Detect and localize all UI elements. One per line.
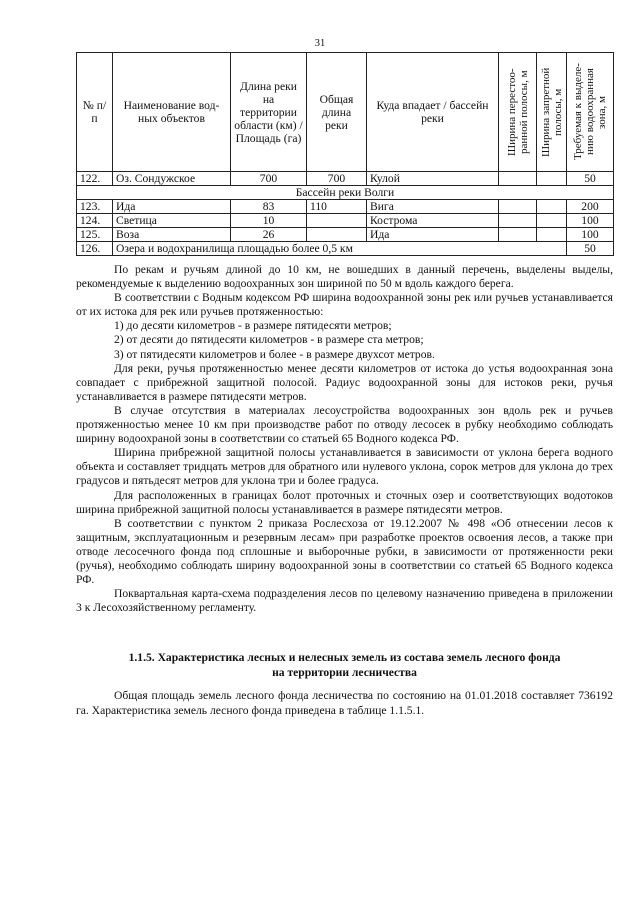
cell-total-length <box>307 214 367 228</box>
paragraph: По рекам и ручьям длиной до 10 км, не вошедших в данный перечень, выделены выделы, рекомендуемые к выделению водоохранных зон шириной по 50 м вдоль каждого берега. <box>76 263 613 291</box>
paragraph: В случае отсутствия в материалах лесоустройства водоохранных зон вдоль рек и ручьев протяженностью менее 10 км при производстве работ по отводу лесосек в рубку необходимо соблюдать ширину водоохраной зоны в соответствии со статьей 65 Водного кодекса РФ. <box>76 403 613 446</box>
cell-num: 126. <box>77 242 113 256</box>
table-row <box>77 242 614 256</box>
cell-buffer <box>499 228 537 242</box>
header-total-length: Общая длина реки <box>307 53 367 172</box>
body-text <box>76 263 613 615</box>
paragraph: В соответствии с пунктом 2 приказа Рослесхоза от 19.12.2007 № 498 «Об отнесении лесов к защитным, эксплуатационным и резервным лесам» при разработке проектов освоения лесов, а также при отводе лесосечного фонда под сплошные и выборочные рубки, в зависимости от протяженности реки (ручья), необходимо соблюдать ширину водоохранной зоны в соответствии со статьей 65 Водного кодекса РФ. <box>76 516 613 587</box>
cell-zone: 50 <box>567 172 614 186</box>
cell-name: Воза <box>113 228 231 242</box>
section-title-line2: на территории лесничества <box>272 666 417 679</box>
list-item: 2) от десяти до пятидесяти километров - в размере ста метров; <box>114 333 424 347</box>
paragraph: Поквартальная карта-схема подразделения лесов по целевому назначению приведена в приложении 3 к Лесохозяйственному регламенту. <box>76 587 613 615</box>
cell-length-area: 83 <box>231 200 307 214</box>
cell-name: Светица <box>113 214 231 228</box>
cell-num: 123. <box>77 200 113 214</box>
header-flows-into: Куда впадает / бассейн реки <box>367 53 499 172</box>
header-num: № п/п <box>77 53 113 172</box>
cell-zone: 50 <box>567 242 614 256</box>
header-protect-width: Ширина запретной полосы, м <box>537 53 567 172</box>
cell-flows-into: Ида <box>367 228 499 242</box>
cell-num: 122. <box>77 172 113 186</box>
table-header-row <box>77 53 614 172</box>
cell-name: Оз. Сондужское <box>113 172 231 186</box>
cell-total-length <box>307 228 367 242</box>
cell-flows-into: Кострома <box>367 214 499 228</box>
closing-text <box>76 688 613 718</box>
water-objects-table <box>76 52 614 256</box>
table-section-row <box>77 186 614 200</box>
header-length-area: Длина реки на территории области (км) / Площадь (га) <box>231 53 307 172</box>
header-required-zone: Требуемая к выделе-нию водоохранная зона, м <box>567 53 614 172</box>
paragraph: Общая площадь земель лесного фонда лесничества по состоянию на 01.01.2018 составляет 736192 га. Характеристика земель лесного фонда приведена в таблице 1.1.5.1. <box>76 689 613 717</box>
table-row <box>77 214 614 228</box>
list-item: 1) до десяти километров - в размере пятидесяти метров; <box>114 319 392 333</box>
cell-length-area: 10 <box>231 214 307 228</box>
page-number: 31 <box>314 38 326 49</box>
cell-protect <box>537 228 567 242</box>
cell-zone: 100 <box>567 214 614 228</box>
paragraph: Ширина прибрежной защитной полосы устанавливается в зависимости от уклона берега водного объекта и составляет тридцать метров для обратного или нулевого уклона, сорок метров для уклона до трех градусов и пятьдесят метров для уклона три и более градуса. <box>76 446 613 488</box>
cell-lakes-text: Озера и водохранилища площадью более 0,5 км <box>113 242 567 256</box>
cell-length-area: 700 <box>231 172 307 186</box>
section-title <box>76 650 613 680</box>
cell-num: 125. <box>77 228 113 242</box>
paragraph: Для реки, ручья протяженностью менее десяти километров от истока до устья водоохранная зона совпадает с прибрежной защитной полосой. Радиус водоохранной зоны для истоков реки, ручья устанавливается в размере пятидесяти метров. <box>76 361 613 403</box>
section-header-volga: Бассейн реки Волги <box>77 186 614 200</box>
cell-buffer <box>499 172 537 186</box>
table-row <box>77 228 614 242</box>
cell-name: Ида <box>113 200 231 214</box>
header-name: Наименование вод-ных объектов <box>113 53 231 172</box>
list-item: 3) от пятидесяти километров и более - в размере двухсот метров. <box>114 347 435 361</box>
table-row <box>77 200 614 214</box>
cell-flows-into: Кулой <box>367 172 499 186</box>
cell-zone: 200 <box>567 200 614 214</box>
cell-protect <box>537 214 567 228</box>
cell-zone: 100 <box>567 228 614 242</box>
cell-buffer <box>499 200 537 214</box>
cell-flows-into: Вига <box>367 200 499 214</box>
cell-protect <box>537 172 567 186</box>
section-title-line1: 1.1.5. Характеристика лесных и нелесных земель из состава земель лесного фонда <box>128 651 561 664</box>
cell-total-length: 700 <box>307 172 367 186</box>
cell-protect <box>537 200 567 214</box>
cell-length-area: 26 <box>231 228 307 242</box>
header-buffer-width: Ширина перестоо-ранной полосы, м <box>499 53 537 172</box>
cell-buffer <box>499 214 537 228</box>
cell-total-length: 110 <box>307 200 367 214</box>
table-row <box>77 172 614 186</box>
paragraph: В соответствии с Водным кодексом РФ ширина водоохранной зоны рек или ручьев устанавливается от их истока для рек или ручьев протяженностью: <box>76 291 613 319</box>
cell-num: 124. <box>77 214 113 228</box>
paragraph: Для расположенных в границах болот проточных и сточных озер и соответствующих водотоков ширина прибрежной защитной полосы устанавливается в размере пятидесяти метров. <box>76 488 613 516</box>
